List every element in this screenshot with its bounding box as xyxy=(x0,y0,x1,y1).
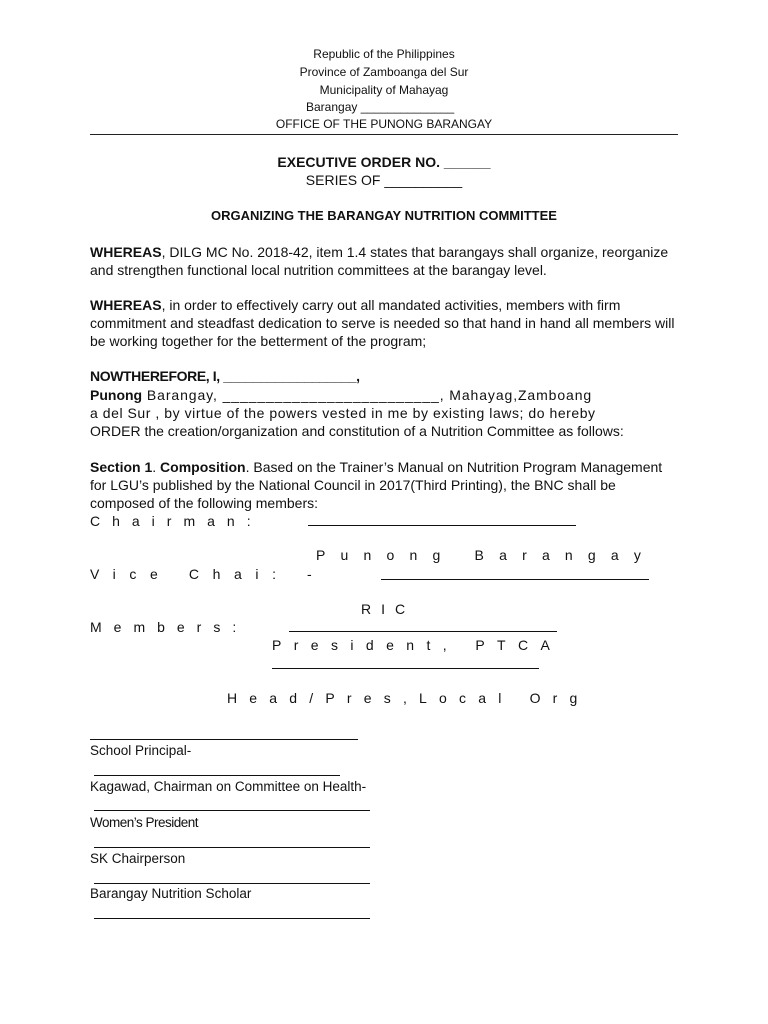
series-line: SERIES OF __________ xyxy=(305,172,463,188)
header-province: Province of Zamboanga del Sur xyxy=(299,65,469,79)
whereas-text-1: , DILG MC No. 2018-42, item 1.4 states that barangays shall organize, reorganize and strengthen functional local nutrition committees at the barangay level. xyxy=(90,244,669,278)
section-1-heading: Composition xyxy=(160,459,246,475)
members-label: Members: xyxy=(90,619,249,635)
nowtherefore-line-3: ORDER the creation/organization and constitution of a Nutrition Committee as follows: xyxy=(90,423,624,439)
vice-chair-blank xyxy=(381,579,649,580)
header-barangay: Barangay ______________ xyxy=(306,100,455,114)
whereas-paragraph-1 xyxy=(90,243,678,279)
womens-president-blank xyxy=(94,847,370,848)
nowtherefore-line-2: a del Sur , by virtue of the powers vested in me by existing laws; do hereby xyxy=(90,405,596,421)
member-ptca-blank xyxy=(272,668,539,669)
member-local-org: Head/Pres,Local Org xyxy=(227,690,590,706)
header-municipality: Municipality of Mahayag xyxy=(319,83,449,97)
vice-chair-label: Vice Chai: - xyxy=(90,566,326,582)
section-1-paragraph xyxy=(90,458,678,512)
chairman-role: Punong Barangay xyxy=(316,547,657,563)
vice-chair-role: RIC xyxy=(361,601,416,617)
member-ptca: President, PTCA xyxy=(272,637,563,653)
sk-chairperson-blank xyxy=(94,883,370,884)
kagawad-blank xyxy=(94,810,370,811)
header-republic: Republic of the Philippines xyxy=(313,47,455,61)
chairman-blank xyxy=(308,525,576,526)
member-school-principal: School Principal- xyxy=(90,743,192,758)
section-1-label: Section 1 xyxy=(90,459,153,475)
nowtherefore-line-1 xyxy=(90,386,592,404)
whereas-lead-1: WHEREAS xyxy=(90,244,162,260)
member-sk-chairperson: SK Chairperson xyxy=(90,851,186,866)
nutrition-scholar-blank xyxy=(94,918,370,919)
punong-label: Punong xyxy=(90,387,143,403)
nowtherefore-lead: NOWTHEREFORE, I, __________________, xyxy=(90,368,360,384)
member-kagawad-health: Kagawad, Chairman on Committee on Health- xyxy=(90,779,367,794)
executive-order-title: EXECUTIVE ORDER NO. ______ xyxy=(277,154,491,170)
order-subject: ORGANIZING THE BARANGAY NUTRITION COMMITTEE xyxy=(211,208,557,223)
whereas-text-2: , in order to effectively carry out all mandated activities, members with firm commitment and steadfast dedication to serve is needed so that hand in hand all members will be working together for the betterment of the program; xyxy=(90,297,675,349)
whereas-lead-2: WHEREAS xyxy=(90,297,162,313)
header-rule xyxy=(90,134,678,135)
member-womens-president: Women’s President xyxy=(90,815,199,830)
nowtherefore-text-1: Barangay, _________________________, Mahayag,Zamboang xyxy=(142,387,593,403)
members-blank xyxy=(289,631,557,632)
section-1-text: . Based on the Trainer’s Manual on Nutrition Program Management for LGU’s published by the National Council in 2017(Third Printing), the BNC shall be composed of the following members: xyxy=(90,459,663,511)
chairman-label: Chairman: xyxy=(90,513,263,529)
section-1-dot: . xyxy=(152,459,161,475)
school-principal-blank xyxy=(94,775,340,776)
header-office: OFFICE OF THE PUNONG BARANGAY xyxy=(275,117,493,131)
member-local-org-blank xyxy=(90,739,358,740)
member-nutrition-scholar: Barangay Nutrition Scholar xyxy=(90,886,252,901)
whereas-paragraph-2 xyxy=(90,296,678,350)
